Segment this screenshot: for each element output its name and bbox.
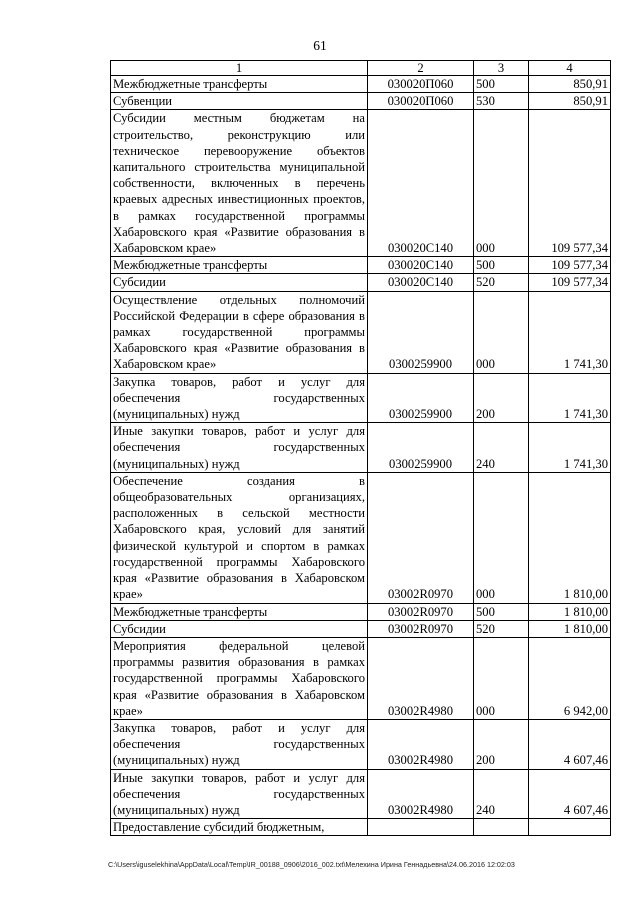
budget-table [110,60,611,836]
table-row [111,620,611,637]
row-name-cell: Субсидии местным бюджетам на строительство, реконструкцию или техническое перевооружение объектов капитального строительства муниципальной собственности, включенных в перечень краевых адресных инвестиционных проектов, в рамках государственной программы Хабаровского края «Развитие образования в Хабаровском крае» [111,110,368,257]
expense-type-cell: 240 [474,423,529,473]
expense-type-cell [474,819,529,836]
page-number: 61 [313,38,327,53]
row-name-cell: Межбюджетные трансферты [111,257,368,274]
table-row [111,472,611,603]
table-row [111,769,611,819]
row-name-cell: Субсидии [111,274,368,291]
table-row [111,274,611,291]
amount-cell: 4 607,46 [529,769,611,819]
amount-cell: 1 741,30 [529,373,611,423]
amount-cell: 850,91 [529,93,611,110]
expense-type-cell: 240 [474,769,529,819]
expense-type-cell: 500 [474,76,529,93]
column-header: 4 [529,61,611,76]
row-name-cell: Предоставление субсидий бюджетным, [111,819,368,836]
row-name-cell: Закупка товаров, работ и услуг для обеспечения государственных (муниципальных) нужд [111,373,368,423]
expense-type-cell: 000 [474,110,529,257]
target-code-cell: 03002R0970 [368,472,474,603]
table-row [111,719,611,769]
target-code-cell: 03002R0970 [368,620,474,637]
row-name-cell: Субвенции [111,93,368,110]
expense-type-cell: 000 [474,637,529,719]
target-code-cell: 030020П060 [368,76,474,93]
expense-type-cell: 200 [474,373,529,423]
target-code-cell: 03002R0970 [368,603,474,620]
table-row [111,423,611,473]
amount-cell: 109 577,34 [529,110,611,257]
row-name-cell: Мероприятия федеральной целевой программы развития образования в рамках государственной программы Хабаровского края «Развитие образования в Хабаровском крае» [111,637,368,719]
amount-cell: 850,91 [529,76,611,93]
row-name-cell: Иные закупки товаров, работ и услуг для обеспечения государственных (муниципальных) нужд [111,769,368,819]
target-code-cell: 030020С140 [368,257,474,274]
target-code-cell: 030020П060 [368,93,474,110]
expense-type-cell: 500 [474,603,529,620]
table-row [111,819,611,836]
target-code-cell: 03002R4980 [368,769,474,819]
row-name-cell: Субсидии [111,620,368,637]
target-code-cell: 0300259900 [368,373,474,423]
table-row [111,637,611,719]
file-path-footer: C:\Users\iguselekhina\AppData\Local\Temp\IR_00188_0906\2016_002.txt\Мелехина Ирина Геннадьевна\24.06.2016 12:02:03 [108,860,515,869]
table-row [111,93,611,110]
expense-type-cell: 500 [474,257,529,274]
target-code-cell: 0300259900 [368,423,474,473]
column-header: 1 [111,61,368,76]
amount-cell: 109 577,34 [529,257,611,274]
column-header: 2 [368,61,474,76]
table-row [111,76,611,93]
target-code-cell: 030020С140 [368,110,474,257]
amount-cell: 4 607,46 [529,719,611,769]
target-code-cell: 03002R4980 [368,719,474,769]
amount-cell: 1 741,30 [529,291,611,373]
table-row [111,257,611,274]
amount-cell [529,819,611,836]
table-row [111,291,611,373]
amount-cell: 1 810,00 [529,620,611,637]
target-code-cell [368,819,474,836]
amount-cell: 109 577,34 [529,274,611,291]
expense-type-cell: 200 [474,719,529,769]
row-name-cell: Иные закупки товаров, работ и услуг для обеспечения государственных (муниципальных) нужд [111,423,368,473]
row-name-cell: Закупка товаров, работ и услуг для обеспечения государственных (муниципальных) нужд [111,719,368,769]
target-code-cell: 030020С140 [368,274,474,291]
amount-cell: 1 810,00 [529,472,611,603]
table-row [111,373,611,423]
row-name-cell: Межбюджетные трансферты [111,603,368,620]
expense-type-cell: 530 [474,93,529,110]
amount-cell: 1 810,00 [529,603,611,620]
expense-type-cell: 520 [474,274,529,291]
expense-type-cell: 000 [474,291,529,373]
row-name-cell: Обеспечение создания в общеобразовательных организациях, расположенных в сельской местности Хабаровского края, условий для занятий физической культурой и спортом в рамках государственной программы Хабаровского края «Развитие образования в Хабаровском крае» [111,472,368,603]
column-header: 3 [474,61,529,76]
amount-cell: 6 942,00 [529,637,611,719]
table-row [111,603,611,620]
header-row [111,61,611,76]
amount-cell: 1 741,30 [529,423,611,473]
target-code-cell: 0300259900 [368,291,474,373]
expense-type-cell: 000 [474,472,529,603]
table-row [111,110,611,257]
target-code-cell: 03002R4980 [368,637,474,719]
row-name-cell: Осуществление отдельных полномочий Российской Федерации в сфере образования в рамках государственной программы Хабаровского края «Развитие образования в Хабаровском крае» [111,291,368,373]
row-name-cell: Межбюджетные трансферты [111,76,368,93]
expense-type-cell: 520 [474,620,529,637]
